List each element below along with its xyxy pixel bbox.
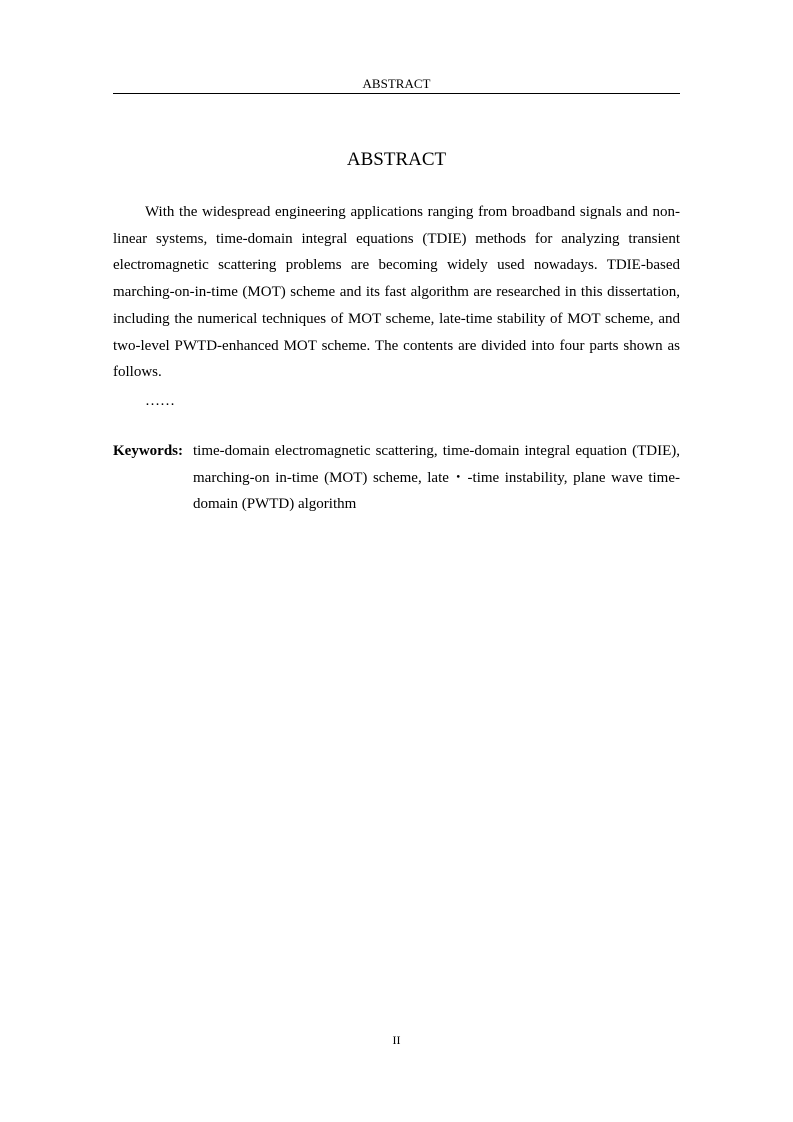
keywords-label: Keywords:: [113, 443, 183, 459]
running-header: ABSTRACT: [362, 76, 431, 91]
header-rule: [113, 93, 680, 94]
keywords-block: [113, 438, 680, 518]
keywords-text: time-domain electromagnetic scattering, time-domain integral equation (TDIE), marching-on in-time (MOT) scheme, late・-time instability, plane wave time-domain (PWTD) algorithm: [193, 443, 680, 513]
abstract-paragraph: With the widespread engineering applications ranging from broadband signals and non-linear systems, time-domain integral equations (TDIE) methods for analyzing transient electromagnetic scattering problems are becoming widely used nowadays. TDIE-based marching-on-in-time (MOT) scheme and its fast algorithm are researched in this dissertation, including the numerical techniques of MOT scheme, late-time stability of MOT scheme, and two-level PWTD-enhanced MOT scheme. The contents are divided into four parts shown as follows.: [113, 204, 680, 381]
abstract-ellipsis: ……: [145, 393, 175, 409]
page-title: ABSTRACT: [346, 149, 447, 170]
page-number: II: [392, 1033, 401, 1047]
